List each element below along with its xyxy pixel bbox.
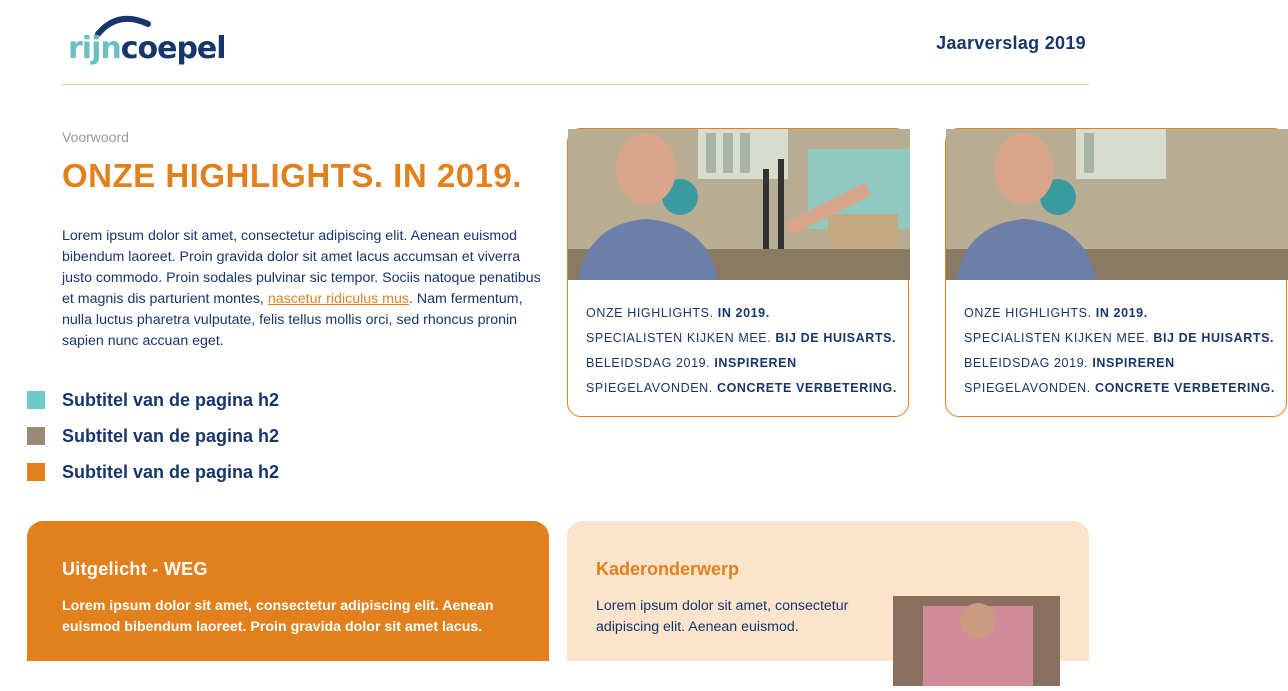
featured-panel-text: Lorem ipsum dolor sit amet, consectetur adipiscing elit. Aenean euismod bibendum laoreet. Proin gravida dolor sit amet lacus. [62, 598, 494, 635]
intro-link[interactable]: nascetur ridiculus mus [267, 291, 409, 307]
subtitle-item[interactable] [27, 454, 279, 490]
rijncoepel-logo[interactable] [66, 12, 226, 66]
card-link-bold: CONCRETE VERBETERING. [1094, 381, 1275, 395]
card-link[interactable] [964, 376, 1275, 401]
card-link-light: BELEIDSDAG 2019. [964, 356, 1089, 370]
subtitle-label: Subtitel van de pagina h2 [62, 425, 280, 446]
intro-text-before: Lorem ipsum dolor sit amet, consectetur adipiscing elit. Aenean euismod bibendum laoreet. Proin gravida dolor sit amet lacus accumsan et viverra justo commodo. Proin sodales pulvinar sic tempor. Sociis natoque penatibus et magnis dis parturient montes, [62, 228, 541, 307]
subtitle-label: Subtitel van de pagina h2 [62, 389, 280, 410]
subtitle-item[interactable] [27, 382, 279, 418]
featured-panel [27, 521, 549, 661]
card-link-bold: INSPIREREN [1092, 356, 1175, 370]
card-photo [946, 129, 1288, 280]
photo-physiotherapist-image [946, 129, 1288, 280]
card-link-light: SPECIALISTEN KIJKEN MEE. [964, 331, 1150, 345]
card-link-bold: IN 2019. [717, 306, 770, 320]
card-photo [568, 129, 910, 280]
logo-coepel: coepel [120, 31, 226, 66]
card-link-light: ONZE HIGHLIGHTS. [964, 306, 1092, 320]
card-link[interactable] [586, 351, 897, 376]
featured-panel-title: Uitgelicht - WEG [62, 559, 208, 579]
card-link-bold: BIJ DE HUISARTS. [1153, 331, 1275, 345]
teal-square-icon [27, 391, 45, 409]
card-link-light: SPECIALISTEN KIJKEN MEE. [586, 331, 772, 345]
intro-text-after: . Nam fermentum, nulla luctus pharetra vulputate, felis tellus mollis orci, sed rhoncus pronin sapien nunc accuan eget. [62, 291, 523, 349]
photo-physiotherapist-image [568, 129, 910, 280]
subtitle-label: Subtitel van de pagina h2 [62, 461, 280, 482]
highlight-card[interactable] [567, 128, 909, 417]
topic-panel-title: Kaderonderwerp [596, 559, 740, 579]
card-link[interactable] [586, 326, 897, 351]
subtitle-list [27, 382, 279, 490]
card-link[interactable] [964, 301, 1275, 326]
card-link-light: BELEIDSDAG 2019. [586, 356, 711, 370]
topic-panel [567, 521, 1089, 661]
photo-person-image [893, 596, 1060, 686]
card-link[interactable] [964, 351, 1275, 376]
card-link[interactable] [586, 376, 897, 401]
highlight-card[interactable] [945, 128, 1287, 417]
card-link-light: SPIEGELAVONDEN. [586, 381, 713, 395]
card-link-bold: CONCRETE VERBETERING. [716, 381, 897, 395]
page-title-light: ONZE HIGHLIGHTS. [62, 157, 384, 194]
topic-photo [893, 596, 1060, 686]
page-title-bold: IN 2019. [393, 157, 522, 194]
topic-panel-text: Lorem ipsum dolor sit amet, consectetur adipiscing elit. Aenean euismod. [596, 598, 849, 635]
logo-rijn: rijn [68, 31, 121, 66]
logo-wordmark [68, 32, 226, 66]
card-link-bold: BIJ DE HUISARTS. [775, 331, 897, 345]
subtitle-item[interactable] [27, 418, 279, 454]
report-title[interactable]: Jaarverslag 2019 [936, 33, 1086, 53]
intro-paragraph [62, 226, 546, 352]
site-header [62, 0, 1089, 85]
card-link-bold: INSPIREREN [714, 356, 797, 370]
orange-square-icon [27, 463, 45, 481]
highlights-carousel[interactable] [567, 128, 1275, 418]
card-links [964, 301, 1275, 401]
page-title [62, 157, 522, 195]
card-link-light: SPIEGELAVONDEN. [964, 381, 1091, 395]
card-link-light: ONZE HIGHLIGHTS. [586, 306, 714, 320]
card-link[interactable] [964, 326, 1275, 351]
card-links [586, 301, 897, 401]
breadcrumb[interactable]: Voorwoord [62, 129, 129, 145]
card-link[interactable] [586, 301, 897, 326]
taupe-square-icon [27, 427, 45, 445]
card-link-bold: IN 2019. [1095, 306, 1148, 320]
